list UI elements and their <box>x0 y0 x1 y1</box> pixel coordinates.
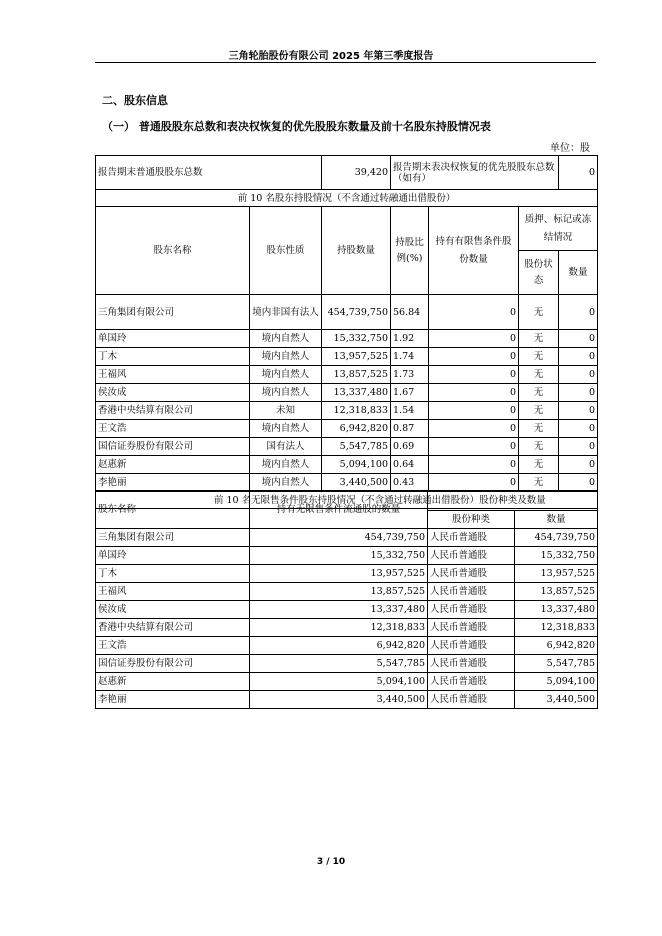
cell-name: 王文浩 <box>96 420 250 438</box>
u-cell-qty: 15,332,750 <box>515 547 598 565</box>
cell-nature: 境内自然人 <box>250 420 322 438</box>
u-cell-shares: 13,337,480 <box>250 601 428 619</box>
u-cell-qty: 6,942,820 <box>515 637 598 655</box>
cell-restricted: 0 <box>429 456 519 474</box>
cell-shares: 13,857,525 <box>322 366 391 384</box>
cell-name: 丁木 <box>96 348 250 366</box>
cell-status: 无 <box>519 474 559 492</box>
unit-label: 单位：股 <box>550 143 590 154</box>
col-header-ratio: 持股比例(%) <box>391 207 429 295</box>
subsection-title: （一） 普通股股东总数和表决权恢复的优先股股东数量及前十名股东持股情况表 <box>102 120 491 133</box>
table-row <box>96 565 598 583</box>
unrestricted-title: 前 10 名无限售条件股东持股情况（不含通过转融通出借股份） <box>96 492 598 509</box>
table-row <box>96 474 598 492</box>
u-cell-name: 三角集团有限公司 <box>96 529 250 547</box>
cell-restricted: 0 <box>429 402 519 420</box>
table-row <box>96 601 598 619</box>
total-holders-label: 报告期末普通股股东总数 <box>96 156 322 190</box>
cell-ratio: 0.64 <box>391 456 429 474</box>
cell-qty: 0 <box>559 438 598 456</box>
cell-restricted: 0 <box>429 366 519 384</box>
cell-status: 无 <box>519 366 559 384</box>
cell-qty: 0 <box>559 474 598 492</box>
cell-status: 无 <box>519 348 559 366</box>
table-row <box>96 637 598 655</box>
cell-qty: 0 <box>559 384 598 402</box>
u-cell-shares: 13,957,525 <box>250 565 428 583</box>
u-cell-shares: 13,857,525 <box>250 583 428 601</box>
cell-restricted: 0 <box>429 474 519 492</box>
u-cell-qty: 13,857,525 <box>515 583 598 601</box>
cell-name: 侯汝成 <box>96 384 250 402</box>
table-row <box>96 655 598 673</box>
cell-name: 国信证券股份有限公司 <box>96 438 250 456</box>
u-cell-qty: 5,547,785 <box>515 655 598 673</box>
cell-status: 无 <box>519 402 559 420</box>
cell-name: 赵惠新 <box>96 456 250 474</box>
pref-holders-value: 0 <box>559 156 598 190</box>
u-cell-shares: 5,094,100 <box>250 673 428 691</box>
u-cell-name: 王福风 <box>96 583 250 601</box>
u-cell-shares: 3,440,500 <box>250 691 428 709</box>
cell-nature: 境内自然人 <box>250 330 322 348</box>
cell-ratio: 1.74 <box>391 348 429 366</box>
cell-restricted: 0 <box>429 420 519 438</box>
u-cell-type: 人民币普通股 <box>428 601 515 619</box>
report-header: 三角轮胎股份有限公司 2025 年第三季度报告 <box>228 51 434 62</box>
cell-shares: 5,094,100 <box>322 456 391 474</box>
summary-row <box>96 156 598 190</box>
u-cell-name: 王文浩 <box>96 637 250 655</box>
unrestricted-table <box>95 490 598 709</box>
cell-shares: 13,337,480 <box>322 384 391 402</box>
u-col-header-qty: 数量 <box>515 511 598 529</box>
cell-nature: 境内自然人 <box>250 456 322 474</box>
cell-nature: 未知 <box>250 402 322 420</box>
cell-ratio: 1.92 <box>391 330 429 348</box>
u-cell-name: 香港中央结算有限公司 <box>96 619 250 637</box>
table-row <box>96 384 598 402</box>
table-row <box>96 691 598 709</box>
u-col-header-name: 股东名称 <box>96 491 250 529</box>
table-row <box>96 547 598 565</box>
cell-shares: 15,332,750 <box>322 330 391 348</box>
cell-qty: 0 <box>559 295 598 330</box>
unrestricted-header-row-1 <box>96 491 598 511</box>
cell-qty: 0 <box>559 456 598 474</box>
col-header-status: 股份状态 <box>519 251 559 295</box>
cell-nature: 境内自然人 <box>250 384 322 402</box>
cell-restricted: 0 <box>429 330 519 348</box>
u-cell-qty: 13,337,480 <box>515 601 598 619</box>
u-cell-type: 人民币普通股 <box>428 673 515 691</box>
cell-status: 无 <box>519 438 559 456</box>
u-cell-qty: 3,440,500 <box>515 691 598 709</box>
u-cell-qty: 12,318,833 <box>515 619 598 637</box>
cell-status: 无 <box>519 384 559 402</box>
u-cell-qty: 5,094,100 <box>515 673 598 691</box>
pref-holders-label: 报告期末表决权恢复的优先股股东总数（如有） <box>391 156 559 190</box>
table-row <box>96 438 598 456</box>
cell-ratio: 0.43 <box>391 474 429 492</box>
u-cell-type: 人民币普通股 <box>428 565 515 583</box>
u-cell-shares: 454,739,750 <box>250 529 428 547</box>
section-title: 二、股东信息 <box>102 94 168 107</box>
table-row <box>96 402 598 420</box>
u-cell-name: 单国玲 <box>96 547 250 565</box>
u-cell-type: 人民币普通股 <box>428 583 515 601</box>
cell-status: 无 <box>519 330 559 348</box>
top10-header-row-1 <box>96 207 598 251</box>
cell-qty: 0 <box>559 366 598 384</box>
col-header-nature: 股东性质 <box>250 207 322 295</box>
u-cell-type: 人民币普通股 <box>428 691 515 709</box>
cell-shares: 454,739,750 <box>322 295 391 330</box>
u-col-header-type: 股份种类 <box>428 511 515 529</box>
cell-restricted: 0 <box>429 348 519 366</box>
cell-nature: 境内自然人 <box>250 474 322 492</box>
cell-qty: 0 <box>559 348 598 366</box>
cell-shares: 12,318,833 <box>322 402 391 420</box>
table-row <box>96 583 598 601</box>
cell-status: 无 <box>519 420 559 438</box>
table-row <box>96 348 598 366</box>
u-col-header-type-group: 股份种类及数量 <box>428 491 598 511</box>
col-header-restricted: 持有有限售条件股份数量 <box>429 207 519 295</box>
cell-nature: 境内自然人 <box>250 348 322 366</box>
total-holders-value: 39,420 <box>322 156 391 190</box>
u-cell-name: 赵惠新 <box>96 673 250 691</box>
col-header-shares: 持股数量 <box>322 207 391 295</box>
cell-qty: 0 <box>559 330 598 348</box>
col-header-name: 股东名称 <box>96 207 250 295</box>
u-cell-name: 国信证券股份有限公司 <box>96 655 250 673</box>
u-cell-type: 人民币普通股 <box>428 637 515 655</box>
u-cell-name: 侯汝成 <box>96 601 250 619</box>
cell-restricted: 0 <box>429 384 519 402</box>
col-header-pledge: 质押、标记或冻结情况 <box>519 207 598 251</box>
top10-title-row <box>96 190 598 207</box>
cell-status: 无 <box>519 295 559 330</box>
u-cell-qty: 13,957,525 <box>515 565 598 583</box>
cell-ratio: 1.67 <box>391 384 429 402</box>
u-cell-name: 李艳丽 <box>96 691 250 709</box>
cell-name: 三角集团有限公司 <box>96 295 250 330</box>
u-cell-type: 人民币普通股 <box>428 547 515 565</box>
cell-restricted: 0 <box>429 438 519 456</box>
cell-shares: 6,942,820 <box>322 420 391 438</box>
table-row <box>96 673 598 691</box>
page-number: 3 / 10 <box>316 857 346 867</box>
cell-restricted: 0 <box>429 295 519 330</box>
table-row <box>96 529 598 547</box>
cell-ratio: 1.54 <box>391 402 429 420</box>
u-col-header-shares: 持有无限售条件流通股的数量 <box>250 491 428 529</box>
cell-ratio: 0.87 <box>391 420 429 438</box>
u-cell-type: 人民币普通股 <box>428 529 515 547</box>
cell-name: 王福风 <box>96 366 250 384</box>
u-cell-type: 人民币普通股 <box>428 655 515 673</box>
u-cell-type: 人民币普通股 <box>428 619 515 637</box>
u-cell-shares: 6,942,820 <box>250 637 428 655</box>
header-divider <box>95 62 596 63</box>
cell-ratio: 0.69 <box>391 438 429 456</box>
table-row <box>96 456 598 474</box>
table-row <box>96 366 598 384</box>
cell-shares: 5,547,785 <box>322 438 391 456</box>
cell-nature: 国有法人 <box>250 438 322 456</box>
cell-nature: 境内非国有法人 <box>250 295 322 330</box>
u-cell-shares: 12,318,833 <box>250 619 428 637</box>
col-header-qty: 数量 <box>559 251 598 295</box>
u-cell-shares: 5,547,785 <box>250 655 428 673</box>
cell-qty: 0 <box>559 402 598 420</box>
cell-shares: 13,957,525 <box>322 348 391 366</box>
cell-name: 香港中央结算有限公司 <box>96 402 250 420</box>
table-row <box>96 330 598 348</box>
cell-name: 单国玲 <box>96 330 250 348</box>
cell-ratio: 1.73 <box>391 366 429 384</box>
u-cell-name: 丁木 <box>96 565 250 583</box>
cell-qty: 0 <box>559 420 598 438</box>
cell-ratio: 56.84 <box>391 295 429 330</box>
table-row <box>96 420 598 438</box>
shareholder-table <box>95 155 598 509</box>
u-cell-shares: 15,332,750 <box>250 547 428 565</box>
cell-name: 李艳丽 <box>96 474 250 492</box>
u-cell-qty: 454,739,750 <box>515 529 598 547</box>
top10-title: 前 10 名股东持股情况（不含通过转融通出借股份） <box>96 190 598 207</box>
cell-shares: 3,440,500 <box>322 474 391 492</box>
cell-nature: 境内自然人 <box>250 366 322 384</box>
cell-status: 无 <box>519 456 559 474</box>
table-row <box>96 619 598 637</box>
table-row <box>96 295 598 330</box>
